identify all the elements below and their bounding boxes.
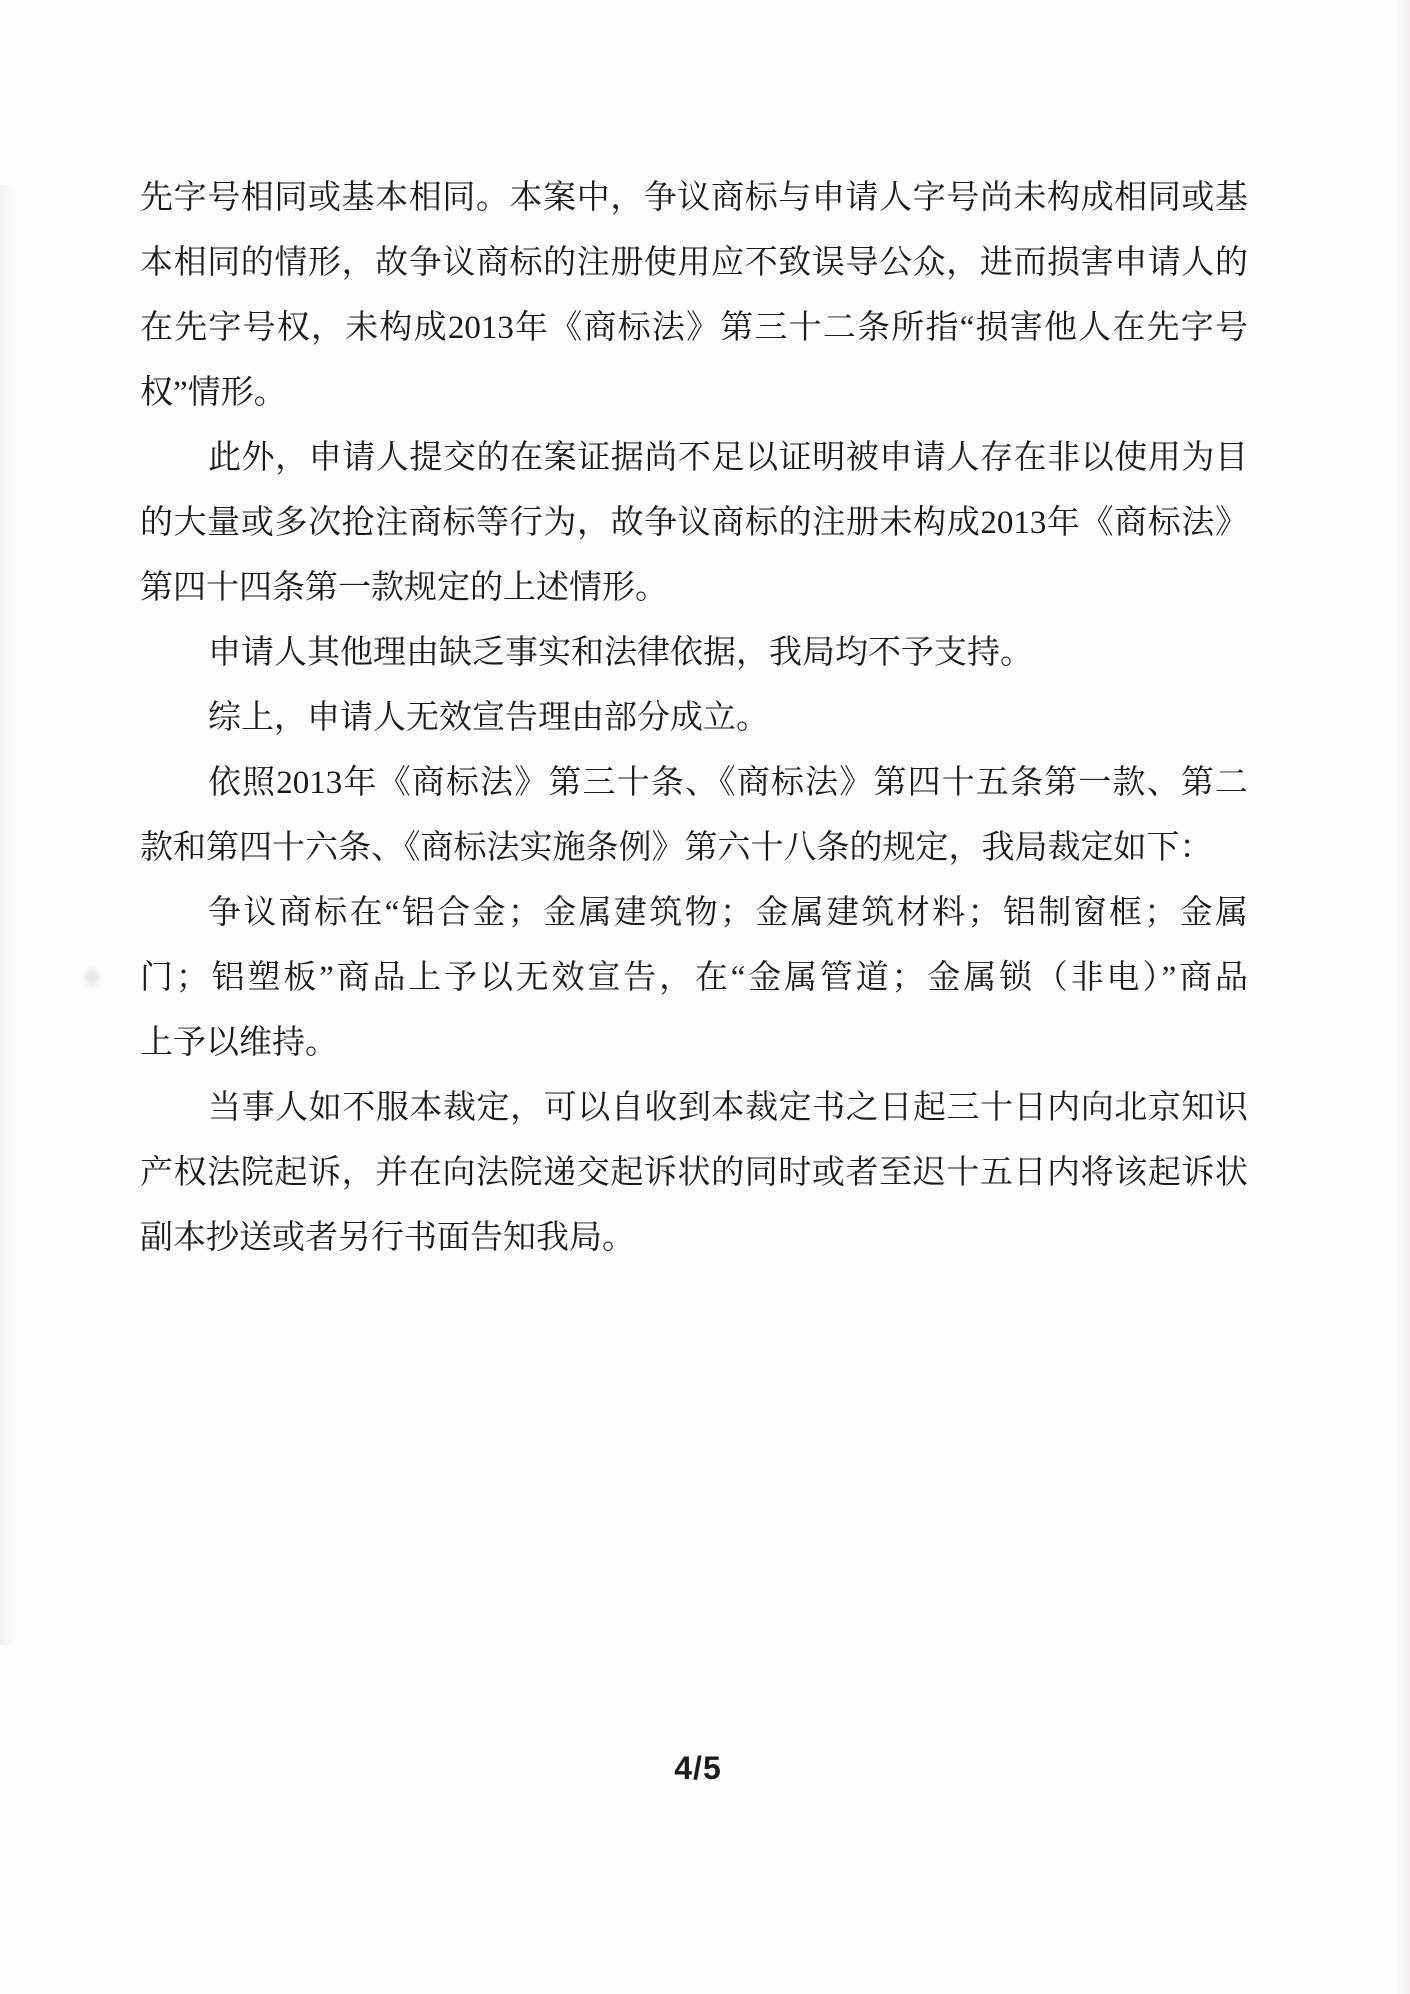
text-line: 副本抄送或者另行书面告知我局。 (140, 1220, 635, 1256)
text-line: 综上，申请人无效宣告理由部分成立。 (208, 700, 769, 736)
decision-body-text (140, 166, 1248, 1271)
text-line: 申请人其他理由缺乏事实和法律依据，我局均不予支持。 (208, 635, 1033, 671)
text-line: 门；铝塑板”商品上予以无效宣告，在“金属管道；金属锁（非电）”商品 (140, 960, 1248, 996)
scan-edge-shading-right (1396, 0, 1410, 1994)
text-line: 的大量或多次抢注商标等行为，故争议商标的注册未构成2013年《商标法》 (140, 505, 1248, 541)
text-line: 本相同的情形，故争议商标的注册使用应不致误导公众，进而损害申请人的 (140, 245, 1248, 281)
text-line: 第四十四条第一款规定的上述情形。 (140, 570, 668, 606)
text-line: 先字号相同或基本相同。本案中，争议商标与申请人字号尚未构成相同或基 (140, 180, 1248, 216)
text-line: 依照2013年《商标法》第三十条、《商标法》第四十五条第一款、第二 (208, 765, 1248, 801)
text-line: 上予以维持。 (140, 1025, 338, 1061)
text-line: 权”情形。 (140, 375, 287, 411)
text-line: 当事人如不服本裁定，可以自收到本裁定书之日起三十日内向北京知识 (208, 1090, 1248, 1126)
page-footer (0, 1750, 1396, 1787)
text-line: 产权法院起诉，并在向法院递交起诉状的同时或者至迟十五日内将该起诉状 (140, 1155, 1248, 1191)
text-line: 争议商标在“铝合金；金属建筑物；金属建筑材料；铝制窗框；金属 (208, 895, 1248, 931)
text-line: 此外，申请人提交的在案证据尚不足以证明被申请人存在非以使用为目 (208, 440, 1248, 476)
scan-edge-shading-left (0, 185, 16, 1645)
text-line: 款和第四十六条、《商标法实施条例》第六十八条的规定，我局裁定如下： (140, 830, 1213, 866)
scan-artifact (86, 968, 98, 986)
page-number: 4/5 (674, 1750, 722, 1786)
text-line: 在先字号权，未构成2013年《商标法》第三十二条所指“损害他人在先字号 (140, 310, 1248, 346)
